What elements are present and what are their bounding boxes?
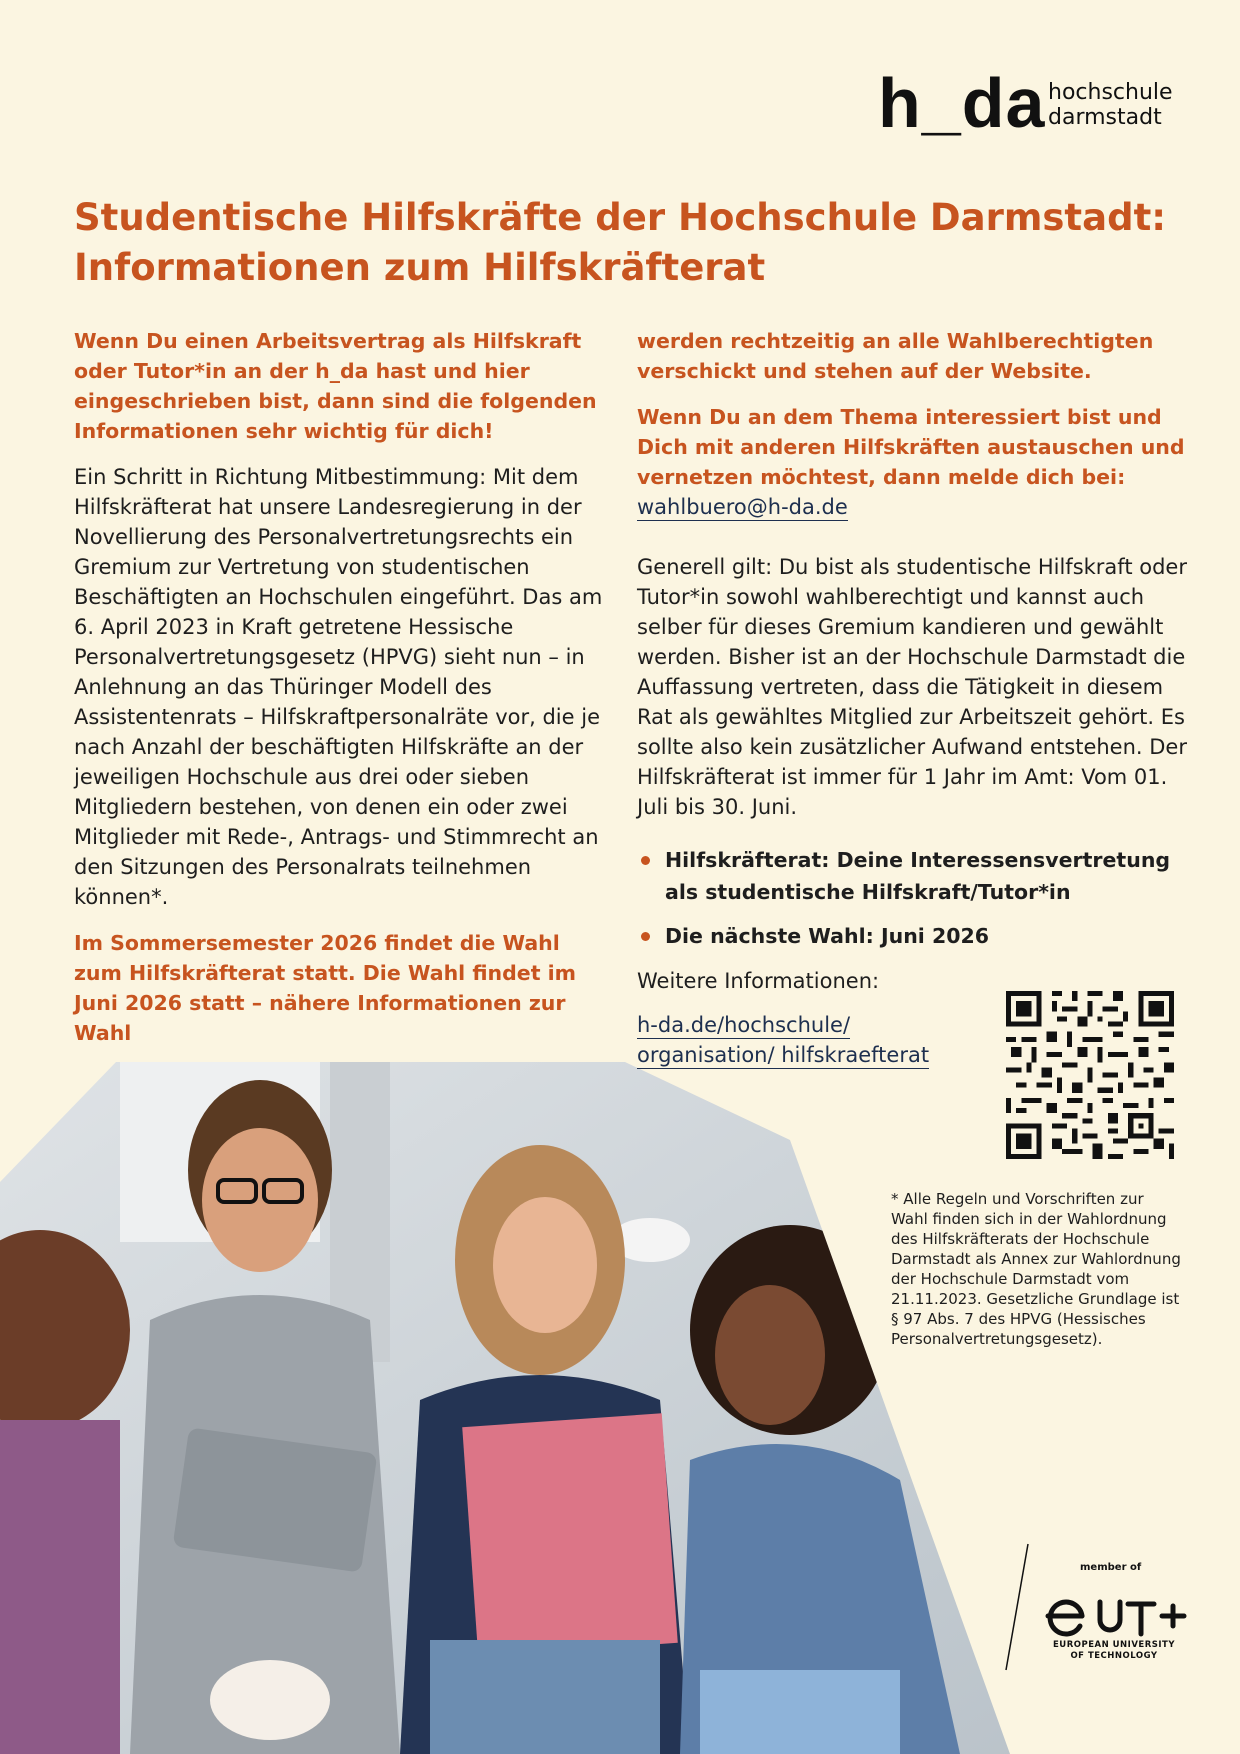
member-of-label: member of (1080, 1562, 1142, 1573)
title-line-1: Studentische Hilfskräfte der Hochschule Darmstadt: (74, 196, 1167, 239)
key-facts-list (637, 844, 1197, 952)
more-info-label: Weitere Informationen: (637, 969, 880, 993)
title-line-2: Informationen zum Hilfskräfterat (74, 246, 766, 289)
bullet-text: Hilfskräfterat: Deine Interessensvertretung als studentische Hilfskraft/Tutor*in (665, 848, 1171, 904)
divider-slash (1002, 1542, 1032, 1672)
right-column (637, 326, 1197, 1070)
logo-line-2: darmstadt (1048, 105, 1162, 130)
eut-subtitle: EUROPEAN UNIVERSITY OF TECHNOLOGY (1052, 1640, 1175, 1661)
footnote: * Alle Regeln und Vorschriften zur Wahl finden sich in der Wahlordnung des Hilfskräfterats der Hochschule Darmstadt als Annex zur Wahlordnung der Hochschule Darmstadt vom 21.11.2023. Gesetzliche Grundlage ist § 97 Abs. 7 des HPVG (Hessisches Personalvertretungsgesetz). (891, 1190, 1181, 1348)
election-notice-continued: werden rechtzeitig an alle Wahlberechtigten verschickt und stehen auf der Website. (637, 329, 1154, 383)
general-info: Generell gilt: Du bist als studentische Hilfskraft oder Tutor*in sowohl wahlberechtigt und kannst auch selber für dieses Gremium kandieren und gewählt werden. Bisher ist an der Hochschule Darmstadt die Auffassung vertreten, dass die Tätigkeit in diesem Rat als gewähltes Mitglied zur Arbeitszeit gehört. Es sollte also kein zusätzlicher Aufwand entstehen. Der Hilfskräfterat ist immer für 1 Jahr im Amt: Vom 01. Juli bis 30. Juni. (637, 555, 1187, 819)
contact-lead: Wenn Du an dem Thema interessiert bist und Dich mit anderen Hilfskräften austauschen und vernetzen möchtest, dann melde dich bei: (637, 405, 1185, 489)
qr-code (1006, 991, 1174, 1159)
intro-body: Ein Schritt in Richtung Mitbestimmung: Mit dem Hilfskräfterat hat unsere Landesregierung in der Novellierung des Personalvertretungsrechts ein Gremium zur Vertretung von studentischen Beschäftigten an Hochschulen eingeführt. Das am 6. April 2023 in Kraft getretene Hessische Personalvertretungsgesetz (HPVG) sieht nun – in Anlehnung an das Thüringer Modell des Assistentenrats – Hilfskraftpersonalräte vor, die je nach Anzahl der beschäftigten Hilfskräfte an der jeweiligen Hochschule aus drei oder sieben Mitgliedern bestehen, von denen ein oder zwei Mitglieder mit Rede-, Antrags- und Stimmrecht an den Sitzungen des Personalrats teilnehmen können*. (74, 465, 603, 909)
info-url-line-2[interactable]: organisation/ hilfskraefterat (637, 1043, 930, 1067)
logo-mark: h_da (878, 64, 1046, 142)
list-item (637, 844, 1197, 908)
bullet-icon (641, 856, 650, 865)
logo-line-1: hochschule (1048, 80, 1173, 105)
bullet-text: Die nächste Wahl: Juni 2026 (665, 924, 990, 948)
list-item (637, 920, 1197, 952)
intro-lead: Wenn Du einen Arbeitsvertrag als Hilfskraft oder Tutor*in an der h_da hast und hier eingeschrieben bist, dann sind die folgenden Informationen sehr wichtig für dich! (74, 329, 597, 443)
election-notice: Im Sommersemester 2026 findet die Wahl zum Hilfskräfterat statt. Die Wahl findet im Juni 2026 statt – nähere Informationen zur Wahl (74, 931, 577, 1045)
left-column (74, 326, 614, 1048)
info-url-line-1[interactable]: h-da.de/hochschule/ (637, 1013, 851, 1037)
email-link[interactable]: wahlbuero@h-da.de (637, 495, 848, 519)
bullet-icon (641, 932, 650, 941)
